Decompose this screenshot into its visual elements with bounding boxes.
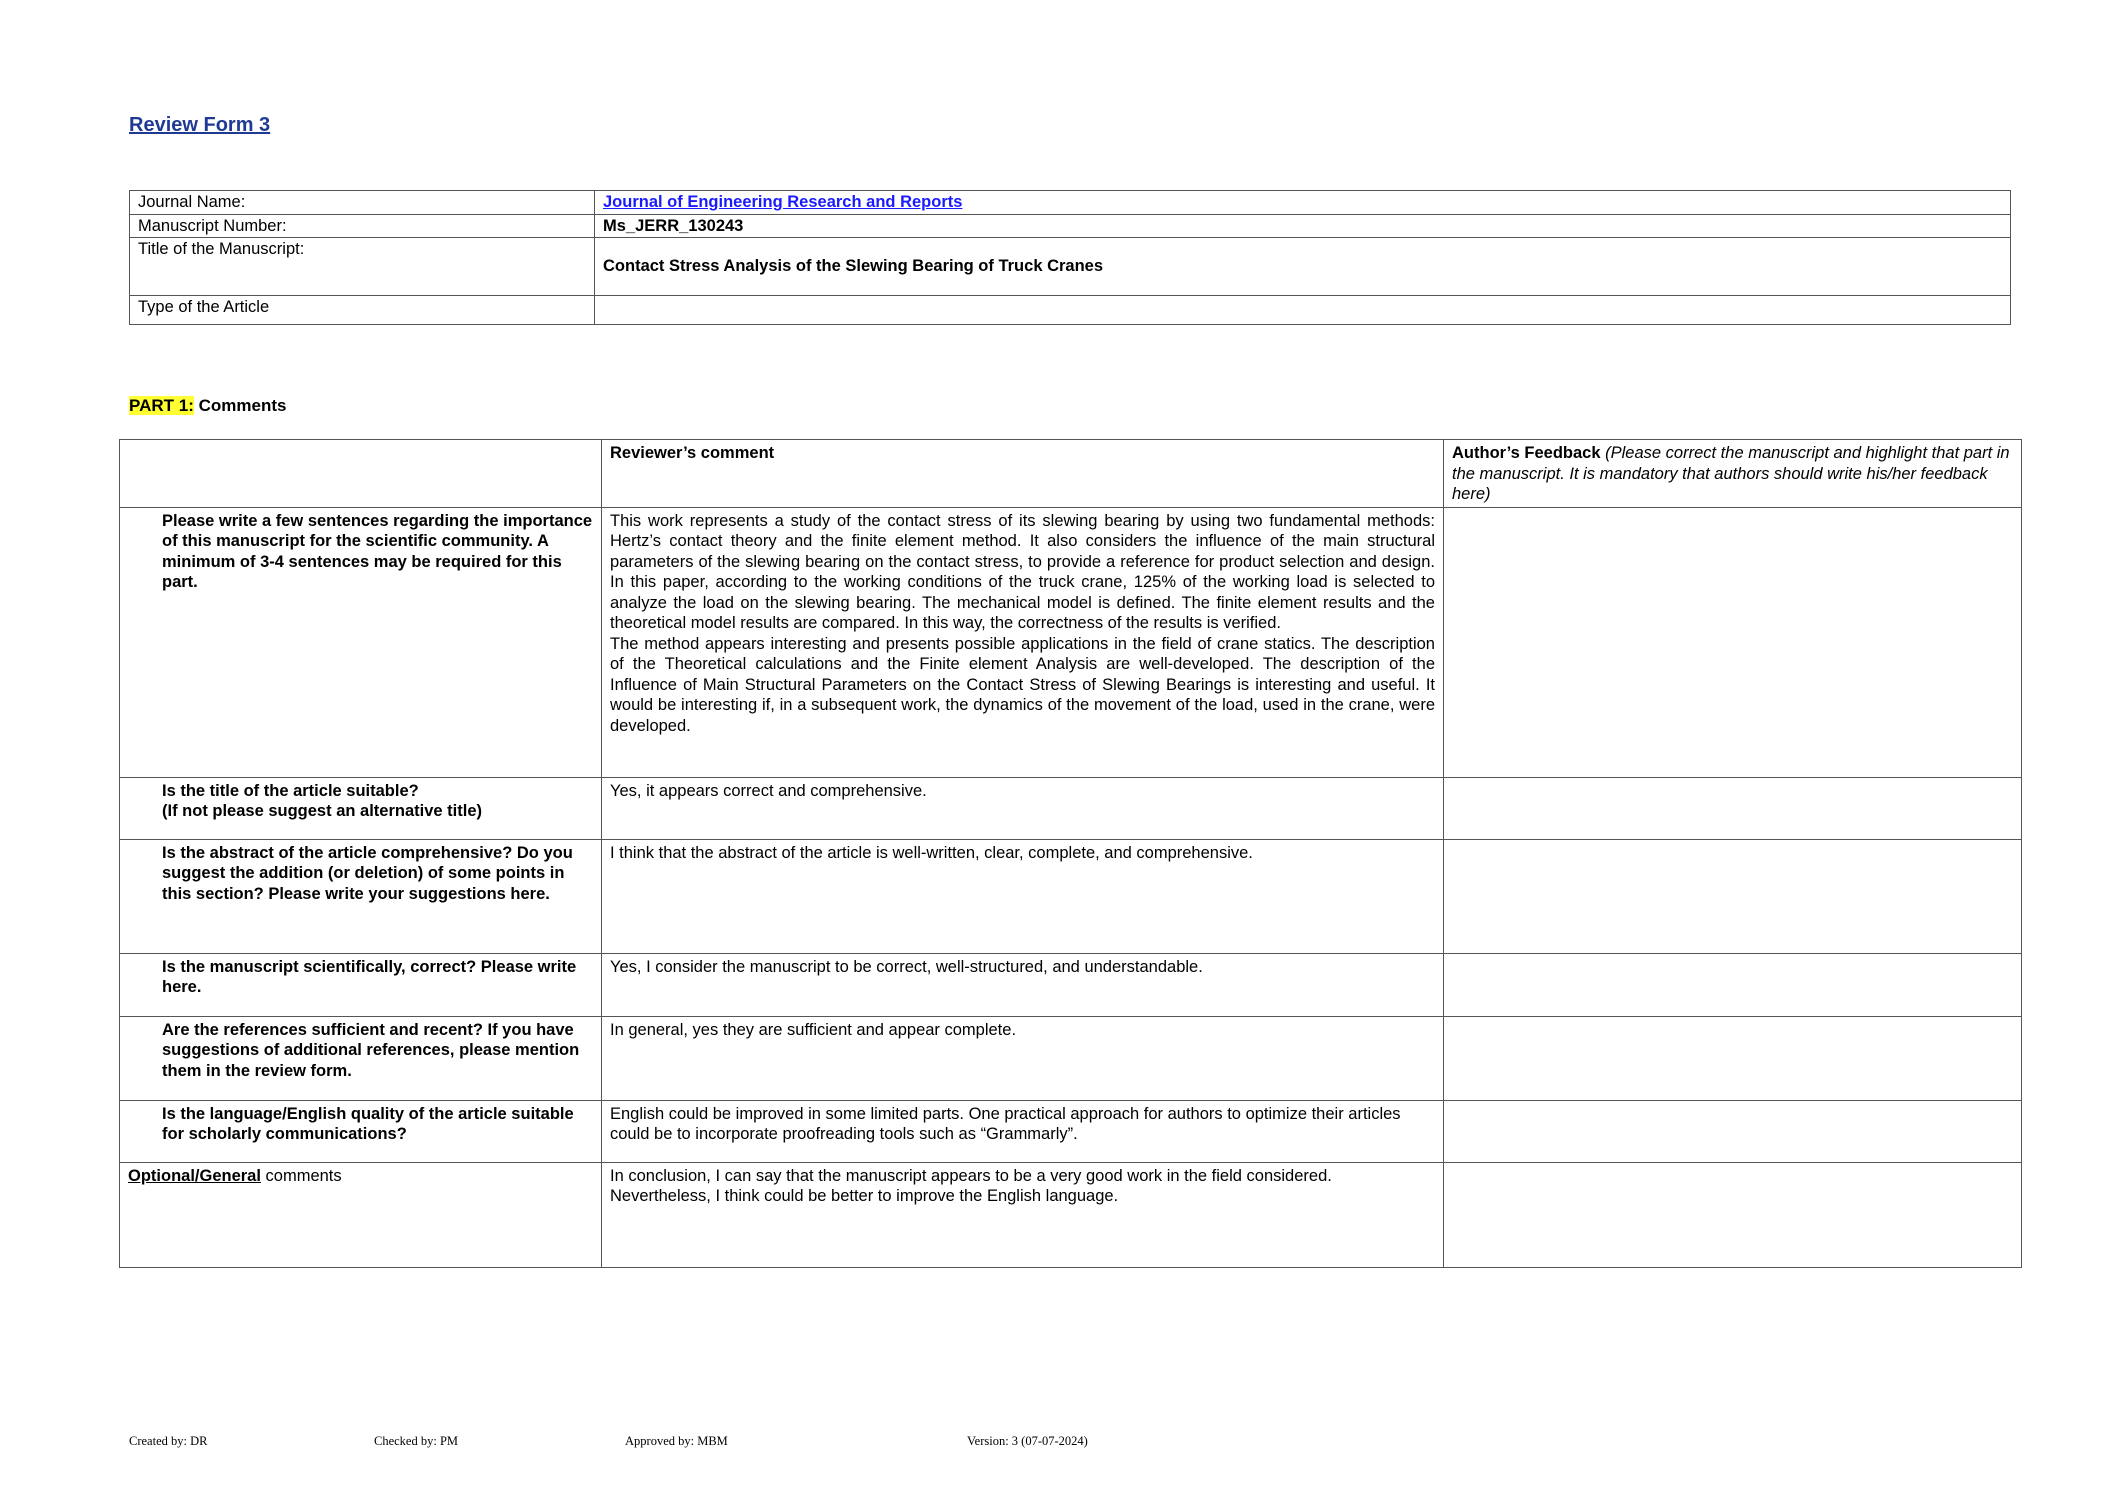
form-title: Review Form 3 [129,114,271,136]
comment-title: Yes, it appears correct and comprehensive. [602,777,1444,839]
review-row [120,777,2022,839]
comment-importance [602,507,1444,777]
manuscript-title-row [130,238,2011,296]
header-author-feedback-note: (Please correct the manuscript and highlight that part in the manuscript. It is mandatory that authors should write his/her feedback here) [1452,444,2010,503]
optional-comments-row [120,1162,2022,1267]
review-row [120,839,2022,953]
part1-heading [129,396,286,416]
feedback-title[interactable] [1444,777,2022,839]
manuscript-info-table [129,190,2011,325]
journal-name-link[interactable]: Journal of Engineering Research and Reports [603,193,963,211]
optional-comments-label [120,1162,602,1267]
review-row [120,953,2022,1016]
question-title [120,777,602,839]
journal-row [130,191,2011,215]
optional-comment: In conclusion, I can say that the manuscript appears to be a very good work in the field considered. Nevertheless, I think could be better to improve the English language. [602,1162,1444,1267]
optional-feedback[interactable] [1444,1162,2022,1267]
manuscript-number-value: Ms_JERR_130243 [595,214,2011,238]
comment-importance-p1: This work represents a study of the contact stress of its slewing bearing by using two fundamental methods: Hertz’s contact theory and the finite element method. It also considers the influence of the main structural parameters of the slewing bearing on the contact stress, to provide a reference for product selection and design. In this paper, according to the working conditions of the truck crane, 125% of the working load is selected to analyze the load on the slewing bearing. The mechanical model is defined. The finite element results and the theoretical model results are compared. In this way, the correctness of the results is verified. [610,511,1435,632]
review-header-row [120,440,2022,508]
manuscript-title-value: Contact Stress Analysis of the Slewing Bearing of Truck Cranes [595,238,2011,296]
manuscript-number-row [130,214,2011,238]
article-type-row [130,296,2011,325]
question-abstract: Is the abstract of the article comprehensive? Do you suggest the addition (or deletion) of some points in this section? Please write your suggestions here. [120,839,602,953]
manuscript-number-label: Manuscript Number: [130,214,595,238]
comment-language: English could be improved in some limited parts. One practical approach for authors to optimize their articles could be to incorporate proofreading tools such as “Grammarly”. [602,1100,1444,1162]
footer-created-by: Created by: DR [129,1434,208,1448]
review-row [120,1016,2022,1100]
footer-checked-by: Checked by: PM [374,1434,459,1448]
feedback-scientific[interactable] [1444,953,2022,1016]
part1-label: PART 1: [129,396,194,415]
question-importance: Please write a few sentences regarding the importance of this manuscript for the scientific community. A minimum of 3-4 sentences may be required for this part. [120,507,602,777]
article-type-value [595,296,2011,325]
optional-comments-suffix: comments [260,1166,342,1185]
feedback-importance[interactable] [1444,507,2022,777]
comment-references: In general, yes they are sufficient and appear complete. [602,1016,1444,1100]
review-row [120,507,2022,777]
question-title-line2: (If not please suggest an alternative title) [162,802,482,820]
review-comments-table [119,439,2022,1268]
question-references: Are the references sufficient and recent? If you have suggestions of additional references, please mention them in the review form. [120,1016,602,1100]
comment-importance-p2: The method appears interesting and presents possible applications in the field of crane statics. The description of the Theoretical calculations and the Finite element Analysis are well-developed. The description of the Influence of Main Structural Parameters on the Contact Stress of Slewing Bearings is interesting and useful. It would be interesting if, in a subsequent work, the dynamics of the movement of the load, used in the crane, were developed. [610,634,1435,735]
question-title-line1: Is the title of the article suitable? [162,781,419,800]
comment-abstract: I think that the abstract of the article is well-written, clear, complete, and comprehensive. [602,839,1444,953]
article-type-label: Type of the Article [130,296,595,325]
optional-general-label: Optional/General [128,1166,261,1185]
feedback-references[interactable] [1444,1016,2022,1100]
header-reviewer-comment: Reviewer’s comment [602,440,1444,508]
question-scientific: Is the manuscript scientifically, correct? Please write here. [120,953,602,1016]
header-empty-cell [120,440,602,508]
footer-approved-by: Approved by: MBM [625,1434,728,1448]
manuscript-title-label: Title of the Manuscript: [130,238,595,296]
comment-scientific: Yes, I consider the manuscript to be correct, well-structured, and understandable. [602,953,1444,1016]
header-author-feedback-title: Author’s Feedback [1452,444,1601,462]
part1-title: Comments [198,396,287,415]
feedback-language[interactable] [1444,1100,2022,1162]
footer-version: Version: 3 (07-07-2024) [967,1434,1088,1448]
question-language: Is the language/English quality of the article suitable for scholarly communications? [120,1100,602,1162]
header-author-feedback [1444,440,2022,508]
review-row [120,1100,2022,1162]
journal-label: Journal Name: [130,191,595,215]
feedback-abstract[interactable] [1444,839,2022,953]
